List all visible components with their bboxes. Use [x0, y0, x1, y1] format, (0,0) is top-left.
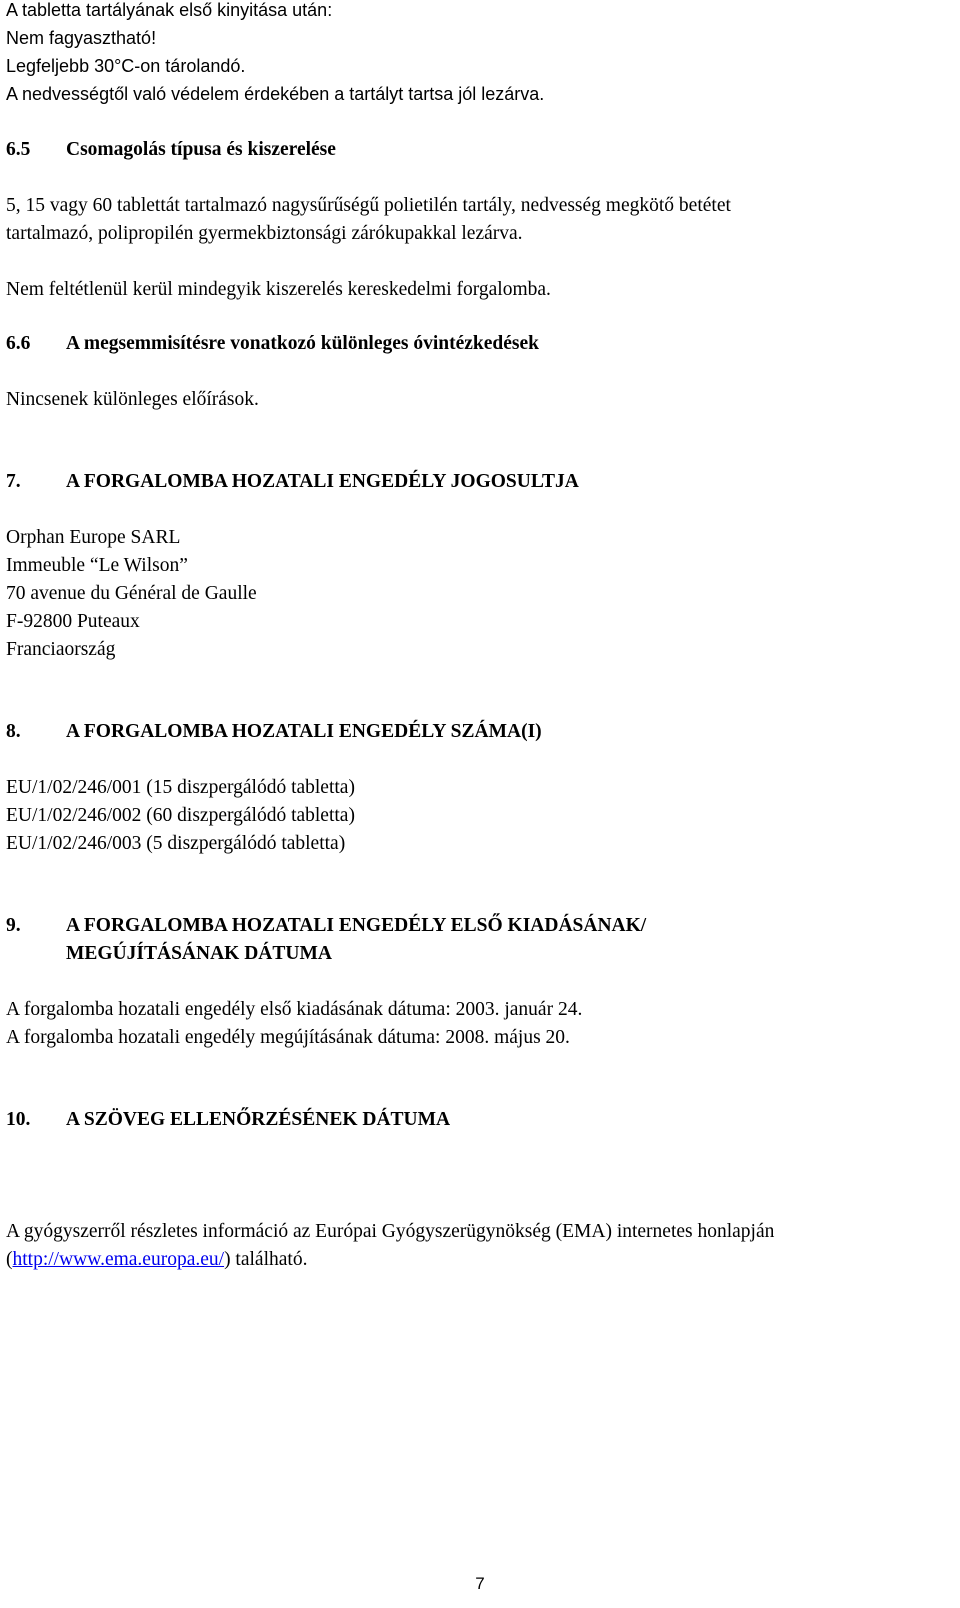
address-line: Franciaország — [6, 639, 116, 660]
section-title: A FORGALOMBA HOZATALI ENGEDÉLY JOGOSULTJA — [66, 471, 579, 492]
section-title: A megsemmisítésre vonatkozó különleges óvintézkedések — [66, 333, 540, 354]
authorisation-number: EU/1/02/246/003 (5 diszpergálódó tabletta) — [6, 833, 346, 854]
address-line: 70 avenue du Général de Gaulle — [6, 583, 257, 604]
paragraph-line: Nincsenek különleges előírások. — [6, 389, 259, 410]
section-6-5-note — [6, 276, 551, 304]
storage-line: A nedvességtől való védelem érdekében a tartályt tartsa jól lezárva. — [6, 84, 545, 104]
storage-block — [6, 0, 544, 108]
section-number: 6.6 — [6, 333, 31, 354]
marketing-holder-address — [6, 524, 257, 664]
section-title: A SZÖVEG ELLENŐRZÉSÉNEK DÁTUMA — [66, 1109, 451, 1130]
date-line: A forgalomba hozatali engedély megújításának dátuma: 2008. május 20. — [6, 1027, 570, 1048]
section-title — [66, 912, 946, 968]
section-10-heading — [6, 1106, 946, 1134]
section-7-heading — [6, 468, 946, 496]
section-number: 7. — [6, 471, 21, 492]
paragraph-line: 5, 15 vagy 60 tablettát tartalmazó nagysűrűségű polietilén tartály, nedvesség megkötő betétet — [6, 195, 731, 216]
section-6-6-heading — [6, 330, 946, 358]
authorisation-number: EU/1/02/246/001 (15 diszpergálódó tabletta) — [6, 777, 355, 798]
link-suffix: ) található. — [224, 1249, 308, 1270]
storage-line: Nem fagyasztható! — [6, 28, 157, 48]
open-paren: ( — [6, 1249, 13, 1270]
section-number: 10. — [6, 1109, 31, 1130]
section-number: 6.5 — [6, 139, 31, 160]
storage-line: Legfeljebb 30°C-on tárolandó. — [6, 56, 246, 76]
address-line: Immeuble “Le Wilson” — [6, 555, 188, 576]
paragraph-line: tartalmazó, polipropilén gyermekbiztonsági zárókupakkal lezárva. — [6, 223, 523, 244]
address-line: Orphan Europe SARL — [6, 527, 181, 548]
ema-info-paragraph — [6, 1218, 774, 1274]
section-9-heading — [6, 912, 946, 968]
section-title: Csomagolás típusa és kiszerelése — [66, 139, 336, 160]
page-footer — [0, 1572, 960, 1596]
storage-line: A tabletta tartályának első kinyitása után: — [6, 0, 333, 20]
section-8-heading — [6, 718, 946, 746]
paragraph-line: Nem feltétlenül kerül mindegyik kiszerelés kereskedelmi forgalomba. — [6, 279, 551, 300]
section-number: 8. — [6, 721, 21, 742]
ema-website-link[interactable]: http://www.ema.europa.eu/ — [12, 1249, 225, 1270]
paragraph-line: A gyógyszerről részletes információ az Európai Gyógyszerügynökség (EMA) internetes honlapján — [6, 1221, 775, 1242]
paragraph-line — [6, 1246, 774, 1274]
address-line: F-92800 Puteaux — [6, 611, 140, 632]
section-title-line: MEGÚJÍTÁSÁNAK DÁTUMA — [66, 943, 332, 964]
authorisation-numbers — [6, 774, 355, 858]
section-6-5-paragraph — [6, 192, 731, 248]
section-title: A FORGALOMBA HOZATALI ENGEDÉLY SZÁMA(I) — [66, 721, 542, 742]
date-line: A forgalomba hozatali engedély első kiadásának dátuma: 2003. január 24. — [6, 999, 583, 1020]
authorisation-dates — [6, 996, 582, 1052]
authorisation-number: EU/1/02/246/002 (60 diszpergálódó tabletta) — [6, 805, 355, 826]
section-6-6-text — [6, 386, 259, 414]
section-6-5-heading — [6, 136, 946, 164]
section-number: 9. — [6, 915, 21, 936]
page-number: 7 — [475, 1574, 485, 1593]
section-title-line: A FORGALOMBA HOZATALI ENGEDÉLY ELSŐ KIADÁSÁNAK/ — [66, 915, 647, 936]
